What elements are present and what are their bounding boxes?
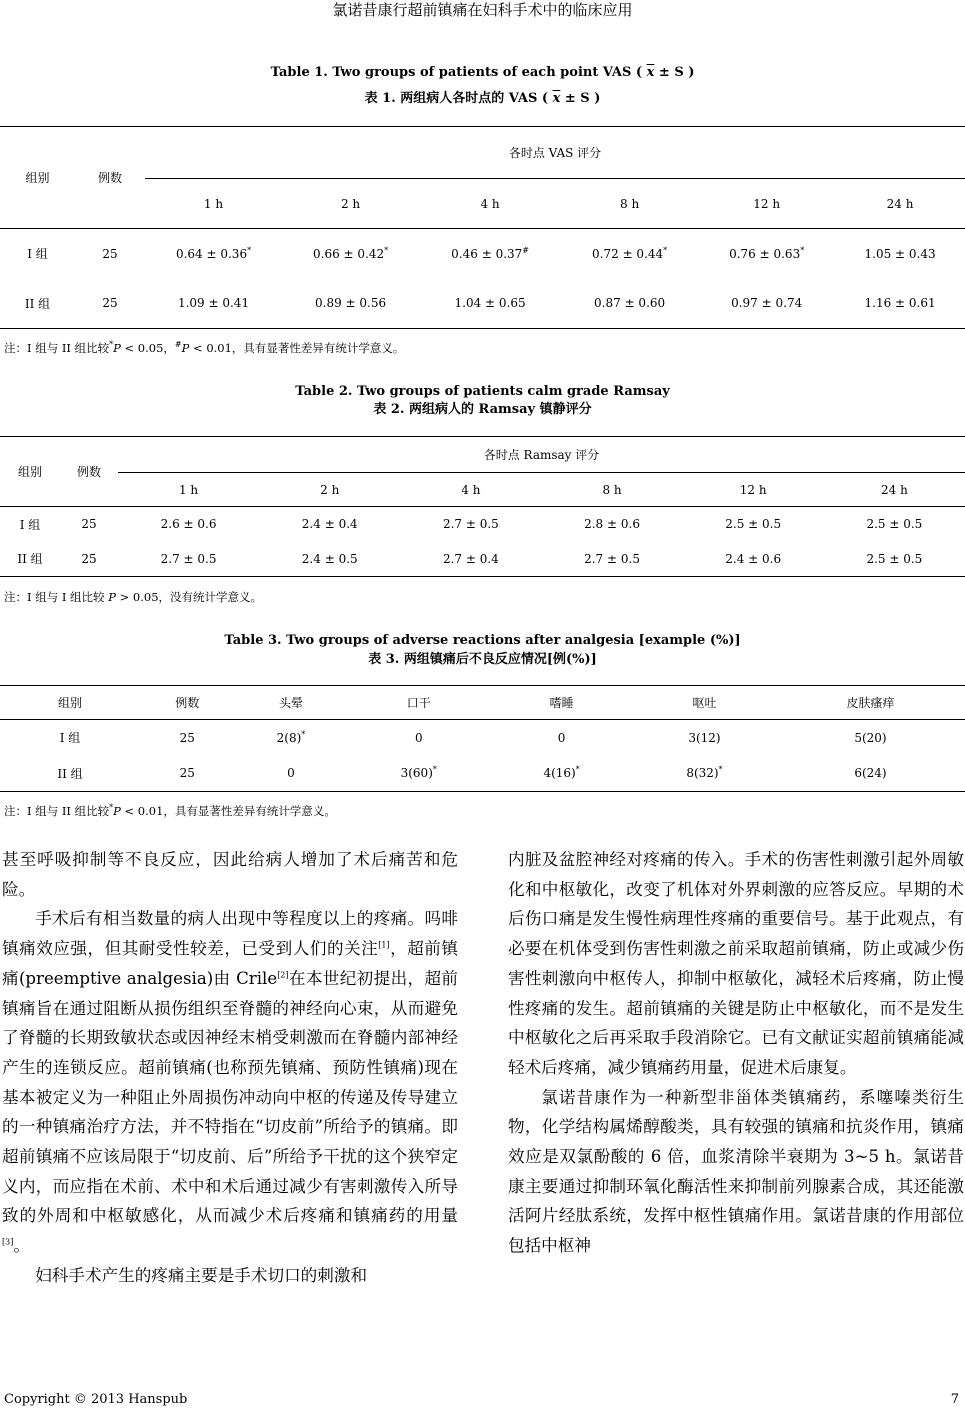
- caption-text: ± S ): [564, 91, 601, 106]
- header-cell: 例数: [175, 696, 200, 710]
- cell-value: 2(8)*: [276, 729, 306, 745]
- cell-value: 1.16 ± 0.61: [864, 296, 936, 311]
- cell-value: 2.7 ± 0.5: [160, 551, 217, 566]
- paragraph: 氯诺昔康作为一种新型非甾体类镇痛药，系噻嗪类衍生物，化学结构属烯醇酸类，具有较强的镇痛和抗炎作用，镇痛效应是双氯酚酸的 6 倍，血浆清除半衰期为 3~5 h。氯诺昔康主要通过抑制环氧化酶活性来抑制前列腺素合成，其还能激活阿片经肽系统，发挥中枢性镇痛作用。氯诺昔康的作用部位包括中枢神: [508, 1087, 964, 1256]
- cell-value: 4(16)*: [543, 765, 580, 781]
- table1: [0, 126, 965, 329]
- paragraph: 妇科手术产生的疼痛主要是手术切口的刺激和: [35, 1265, 368, 1285]
- cell-value: 2.7 ± 0.4: [442, 551, 499, 566]
- cell-n: 25: [81, 551, 97, 566]
- header-cell: 呕吐: [692, 696, 717, 710]
- table3-caption-cn: 表 3. 两组镇痛后不良反应情况[例(%)]: [368, 652, 597, 667]
- header-group: 组别: [25, 171, 50, 185]
- table1-note: 注：I 组与 II 组比较*P < 0.05，#P < 0.01，具有显著性差异有统计学意义。: [4, 340, 405, 355]
- cell-value: 1.04 ± 0.65: [454, 296, 526, 311]
- cell-value: 2.5 ± 0.5: [866, 517, 923, 532]
- cell-value: 0.97 ± 0.74: [731, 296, 803, 311]
- cell-group: II 组: [24, 296, 51, 311]
- table2-caption-en: Table 2. Two groups of patients calm grade Ramsay: [295, 384, 670, 399]
- x-bar: $\overline{x}$: [552, 91, 561, 106]
- table3-note: 注：I 组与 II 组比较*P < 0.01，具有显著性差异有统计学意义。: [4, 803, 336, 818]
- cell-value: 2.5 ± 0.5: [866, 551, 923, 566]
- table1-caption-cn: [0, 90, 965, 108]
- cell-value: 0: [287, 766, 295, 781]
- cell-value: 0: [414, 730, 423, 745]
- header-cell: 口干: [406, 696, 431, 710]
- cell-value: 2.5 ± 0.5: [725, 517, 782, 532]
- cell-value: 1.05 ± 0.43: [864, 246, 936, 261]
- header-time: 12 h: [739, 482, 767, 497]
- cell-value: 0.76 ± 0.63*: [729, 245, 805, 261]
- table-row: [0, 507, 965, 542]
- cell-value: 8(32)*: [686, 765, 723, 781]
- header-time: 24 h: [880, 482, 908, 497]
- header-n: 例数: [76, 465, 101, 479]
- caption-text: 表 1. 两组病人各时点的 VAS (: [364, 91, 549, 106]
- table-row: [0, 720, 965, 756]
- cell-value: 0.89 ± 0.56: [315, 296, 387, 311]
- cell-value: 0.64 ± 0.36*: [175, 245, 252, 261]
- cell-group: II 组: [17, 552, 43, 567]
- cell-value: 25: [179, 766, 195, 781]
- cell-value: 2.4 ± 0.5: [301, 551, 358, 566]
- header-time: 2 h: [320, 482, 340, 497]
- header-time: 1 h: [203, 196, 224, 211]
- cell-value: 0.87 ± 0.60: [594, 296, 666, 311]
- cell-n: 25: [81, 517, 97, 532]
- cell-group: I 组: [19, 517, 41, 532]
- header-time: 1 h: [178, 482, 199, 497]
- table2-caption-cn: 表 2. 两组病人的 Ramsay 镇静评分: [373, 402, 592, 417]
- body-column-right: [508, 845, 964, 1261]
- header-cell: 皮肤瘙痒: [846, 696, 895, 710]
- header-cell: 组别: [57, 696, 82, 710]
- cell-value: 5(20): [854, 730, 887, 745]
- copyright: Copyright © 2013 Hanspub: [4, 1392, 188, 1407]
- header-group: 组别: [17, 465, 42, 479]
- cell-value: 0.72 ± 0.44*: [592, 245, 668, 261]
- paragraph: 内脏及盆腔神经对疼痛的传入。手术的伤害性刺激引起外周敏化和中枢敏化，改变了机体对外界刺激的应答反应。早期的术后伤口痛是发生慢性病理性疼痛的重要信号。基于此观点，有必要在机体受到伤害性刺激之前采取超前镇痛，防止或减少伤害性刺激向中枢传人，抑制中枢敏化，减轻术后疼痛，防止慢性疼痛的发生。超前镇痛的关键是防止中枢敏化，而不是发生中枢敏化之后再采取手段消除它。已有文献证实超前镇痛能减轻术后疼痛，减少镇痛药用量，促进术后康复。: [508, 850, 964, 1077]
- caption-text: Table 1. Two groups of patients of each point VAS (: [270, 65, 643, 80]
- cell-value: 6(24): [854, 766, 887, 781]
- table1-caption-en: [0, 64, 965, 82]
- cell-n: 25: [102, 246, 118, 261]
- header-time: 8 h: [620, 196, 640, 211]
- header-time: 12 h: [753, 196, 781, 211]
- running-title: 氯诺昔康行超前镇痛在妇科手术中的临床应用: [332, 1, 633, 19]
- cell-value: 2.4 ± 0.4: [301, 517, 358, 532]
- table3: [0, 685, 965, 792]
- cell-value: 0.46 ± 0.37#: [451, 245, 529, 261]
- cell-value: 2.6 ± 0.6: [160, 517, 217, 532]
- cell-value: 1.09 ± 0.41: [177, 296, 250, 311]
- paragraph: 甚至呼吸抑制等不良反应，因此给病人增加了术后痛苦和危险。: [2, 850, 458, 899]
- cell-group: I 组: [27, 247, 48, 262]
- x-bar: $\overline{x}$: [646, 65, 655, 80]
- page-number: 7: [950, 1392, 959, 1407]
- header-time: 8 h: [602, 482, 622, 497]
- cell-value: 3(60)*: [400, 765, 437, 781]
- header-time: 4 h: [480, 196, 500, 211]
- header-time: 2 h: [340, 196, 361, 211]
- table2: [0, 436, 965, 577]
- cell-value: I 组: [59, 731, 81, 746]
- table2-note: 注：I 组与 I 组比较 P > 0.05，没有统计学意义。: [4, 590, 263, 604]
- header-span: 各时点 Ramsay 评分: [118, 437, 965, 473]
- header-time: 4 h: [461, 482, 481, 497]
- table-row: [0, 756, 965, 792]
- header-cell: 嗜睡: [549, 696, 574, 710]
- header-time: 24 h: [886, 196, 914, 211]
- caption-text: ± S ): [658, 65, 695, 80]
- cell-value: 2.7 ± 0.5: [442, 517, 499, 532]
- cell-value: 2.8 ± 0.6: [584, 517, 640, 532]
- header-n: 例数: [97, 171, 122, 185]
- cell-value: 2.7 ± 0.5: [584, 551, 640, 566]
- body-column-left: [2, 845, 458, 1291]
- cell-value: 3(12): [688, 730, 721, 745]
- cell-value: II 组: [57, 766, 83, 781]
- paragraph: 手术后有相当数量的病人出现中等程度以上的疼痛。吗啡镇痛效应强，但其耐受性较差，已受到人们的关注[1]，超前镇痛(preemptive analgesia)由 Crile[2]在本世纪初提出，超前镇痛旨在通过阻断从损伤组织至脊髓的神经向心束，从而避免了脊髓的长期致敏状态或因神经末梢受刺激而在脊髓内部神经产生的连锁反应。超前镇痛(也称预先镇痛、预防性镇痛)现在基本被定义为一种阻止外周损伤冲动向中枢的传递及传导建立的一种镇痛治疗方法，并不特指在“切皮前”所给予的镇痛。即超前镇痛不应该局限于“切皮前、后”所给予干扰的这个狭窄定义内，而应指在术前、术中和术后通过减少有害刺激传入所导致的外周和中枢敏感化，从而减少术后疼痛和镇痛药的用量[3]。: [2, 909, 459, 1256]
- table-row: [0, 542, 965, 577]
- table-row: [0, 229, 965, 279]
- cell-value: 0.66 ± 0.42*: [313, 245, 389, 261]
- cell-n: 25: [102, 296, 118, 311]
- table3-caption-en: Table 3. Two groups of adverse reactions after analgesia [example (%)]: [224, 633, 741, 648]
- cell-value: 0: [557, 730, 566, 745]
- cell-value: 25: [179, 730, 195, 745]
- header-cell: 头晕: [278, 696, 303, 710]
- table-row: [0, 279, 965, 329]
- header-span: 各时点 VAS 评分: [145, 127, 965, 179]
- cell-value: 2.4 ± 0.6: [725, 551, 782, 566]
